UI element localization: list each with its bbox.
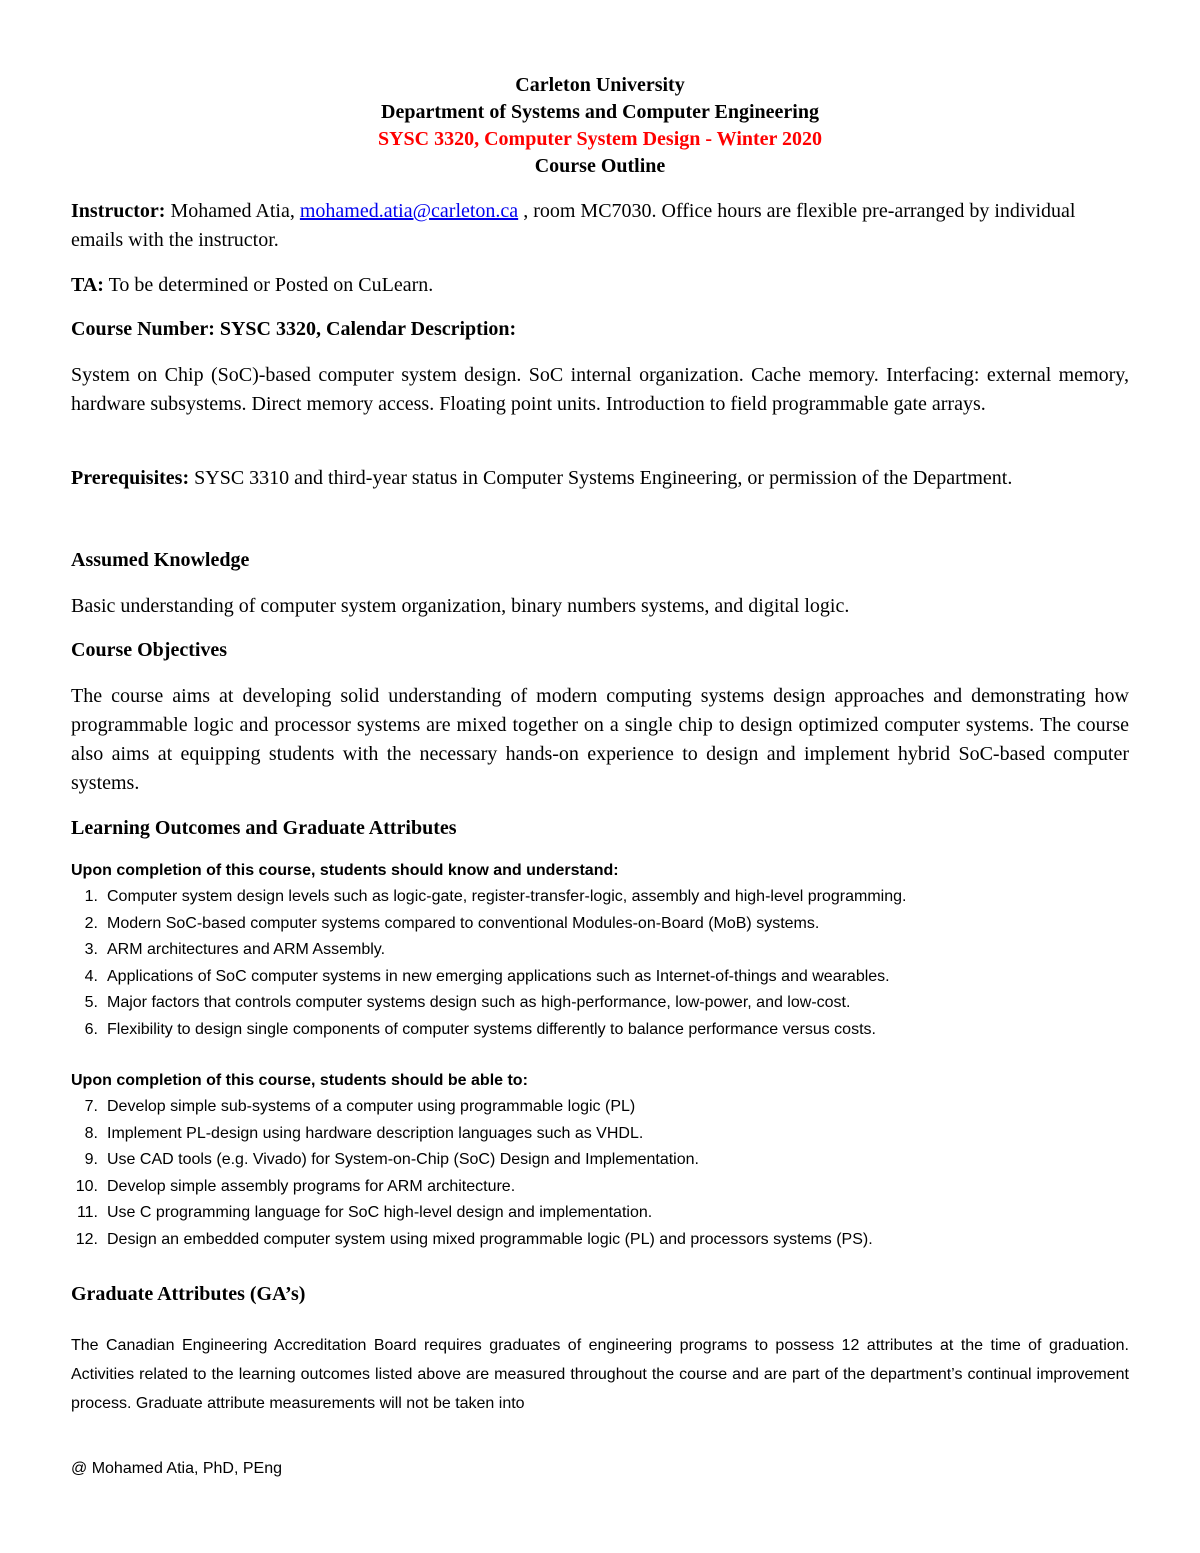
course-number-paragraph <box>71 315 1129 344</box>
list-item-text: Use CAD tools (e.g. Vivado) for System-on-Chip (SoC) Design and Implementation. <box>107 1151 699 1168</box>
page-footer: @ Mohamed Atia, PhD, PEng <box>71 1460 283 1477</box>
ta-label: TA: <box>71 274 104 296</box>
list-item-text: Computer system design levels such as logic-gate, register-transfer-logic, assembly and high-level programming. <box>107 888 907 905</box>
list-item-number: 6. <box>84 1020 98 1038</box>
list-item-number: 8. <box>84 1124 98 1142</box>
instructor-details: , room MC7030. Office hours are flexible pre-arranged by individual emails with the instructor. <box>71 200 1076 251</box>
document-header <box>0 72 1200 180</box>
assumed-knowledge-text: Basic understanding of computer system organization, binary numbers systems, and digital logic. <box>71 595 850 617</box>
list-item-text: Design an embedded computer system using mixed programmable logic (PL) and processors systems (PS). <box>107 1230 873 1248</box>
list-item-text: Applications of SoC computer systems in new emerging applications such as Internet-of-things and wearables. <box>107 967 890 985</box>
prerequisites-paragraph <box>71 464 1129 493</box>
list-item-text: Develop simple sub-systems of a computer using programmable logic (PL) <box>107 1098 636 1115</box>
list-item-text: Use C programming language for SoC high-level design and implementation. <box>107 1204 653 1221</box>
list-item-number: 3. <box>84 941 98 958</box>
list-item <box>62 1227 1120 1254</box>
list-item-number: 4. <box>84 967 98 985</box>
prerequisites-label: Prerequisites: <box>71 467 190 489</box>
assumed-knowledge-section <box>71 546 1129 574</box>
objectives-heading: Course Objectives <box>71 639 228 661</box>
department-name: Department of Systems and Computer Engineering <box>381 101 819 123</box>
list-item <box>62 990 1120 1017</box>
graduate-attributes-section <box>71 1280 1129 1308</box>
list-item <box>62 1017 1120 1044</box>
list-item-number: 1. <box>84 888 98 905</box>
list-item <box>62 964 1120 991</box>
able-list-wrapper <box>62 1094 1120 1253</box>
instructor-paragraph <box>71 197 1129 255</box>
able-list <box>62 1094 1120 1253</box>
ta-text: To be determined or Posted on CuLearn. <box>103 274 434 296</box>
learning-outcomes-heading: Learning Outcomes and Graduate Attributes <box>71 817 457 839</box>
able-lead: Upon completion of this course, students should be able to: <box>71 1072 528 1089</box>
list-item-number: 12. <box>75 1230 98 1248</box>
list-item-number: 7. <box>84 1098 98 1115</box>
instructor-email-link[interactable]: mohamed.atia@carleton.ca <box>299 200 519 222</box>
list-item-number: 9. <box>84 1151 98 1168</box>
know-list <box>62 884 1120 1043</box>
list-item-text: Modern SoC-based computer systems compared to conventional Modules-on-Board (MoB) systems. <box>107 914 820 932</box>
ta-paragraph <box>71 271 1129 300</box>
list-item <box>62 884 1120 911</box>
objectives-text: The course aims at developing solid understanding of modern computing systems design approaches and demonstrating how programmable logic and processor systems are mixed together on a single chip to design optimized computer systems. The course also aims at equipping students with the necessary hands-on experience to design and implement hybrid SoC-based computer systems. <box>71 685 1129 794</box>
list-item-number: 2. <box>84 914 98 932</box>
university-name: Carleton University <box>515 74 685 96</box>
learning-outcomes-section <box>71 814 1129 842</box>
graduate-attributes-text: The Canadian Engineering Accreditation Board requires graduates of engineering programs to possess 12 attributes at the time of graduation. Activities related to the learning outcomes listed above are measured throughout the course and are part of the department’s continual improvement process. Graduate attribute measurements will not be taken into <box>71 1337 1129 1412</box>
document-title: Course Outline <box>534 155 666 177</box>
list-item <box>62 1174 1120 1201</box>
objectives-section <box>71 636 1129 664</box>
list-item-number: 11. <box>76 1204 98 1221</box>
list-item-text: Implement PL-design using hardware description languages such as VHDL. <box>107 1124 644 1142</box>
list-item <box>62 1121 1120 1148</box>
list-item-number: 10. <box>75 1177 98 1195</box>
list-item-text: ARM architectures and ARM Assembly. <box>107 941 386 958</box>
prerequisites-text: SYSC 3310 and third-year status in Computer Systems Engineering, or permission of the Department. <box>189 467 1013 489</box>
list-item-text: Develop simple assembly programs for ARM architecture. <box>107 1177 516 1195</box>
list-item <box>62 1200 1120 1227</box>
list-item-text: Flexibility to design single components of computer systems differently to balance performance versus costs. <box>107 1020 876 1038</box>
calendar-description: System on Chip (SoC)-based computer system design. SoC internal organization. Cache memory. Interfacing: external memory, hardware subsystems. Direct memory access. Floating point units. Introduction to field programmable gate arrays. <box>71 364 1129 415</box>
instructor-name: Mohamed Atia, <box>165 200 300 222</box>
list-item <box>62 1147 1120 1174</box>
course-title: SYSC 3320, Computer System Design - Winter 2020 <box>377 128 823 150</box>
instructor-label: Instructor: <box>71 200 166 222</box>
graduate-attributes-heading: Graduate Attributes (GA’s) <box>71 1283 306 1305</box>
list-item <box>62 1094 1120 1121</box>
know-lead: Upon completion of this course, students should know and understand: <box>71 862 619 879</box>
list-item <box>62 911 1120 938</box>
assumed-knowledge-heading: Assumed Knowledge <box>71 549 250 571</box>
list-item-text: Major factors that controls computer systems design such as high-performance, low-power, and low-cost. <box>107 994 851 1011</box>
list-item-number: 5. <box>84 994 98 1011</box>
list-item <box>62 937 1120 964</box>
know-list-wrapper <box>62 884 1120 1043</box>
course-number-label: Course Number: SYSC 3320, Calendar Description: <box>71 318 517 340</box>
